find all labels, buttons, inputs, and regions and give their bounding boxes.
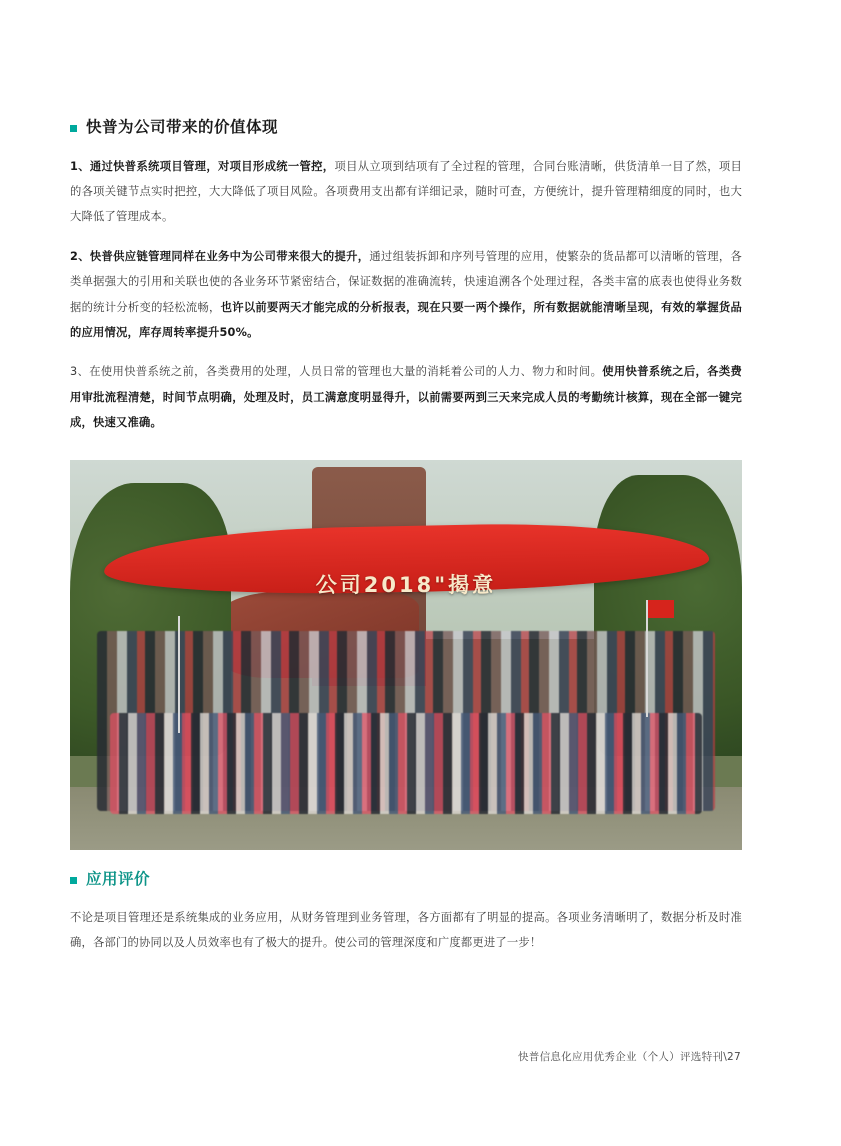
paragraph-2-lead: 2、 <box>70 249 90 263</box>
section-title-review: 应用评价 <box>86 869 151 888</box>
section-heading-review <box>70 869 742 888</box>
paragraph-2-bold-2: 也许以前要两天才能完成的分析报表，现在只要一两个操作，所有数据就能清晰呈现，有效的掌握货品的应用情况，库存周转率提升50%。 <box>70 300 742 339</box>
group-photo <box>70 460 742 850</box>
page-footer: 快普信息化应用优秀企业（个人）评选特刊\27 <box>518 1051 741 1063</box>
paragraph-1-lead: 1、通过快普系统项目管理， <box>70 159 218 173</box>
paragraph-1 <box>70 154 742 230</box>
photo-crowd-front-row <box>110 713 701 814</box>
paragraph-2-bold-1: 快普供应链管理同样在业务中为公司带来很大的提升， <box>89 249 370 263</box>
photo-banner-text: 公司2018"揭意 <box>315 572 497 597</box>
paragraph-1-rest: 项目从立项到结项有了全过程的管理，合同台账清晰，供货清单一目了然，项目的各项关键节点实时把控，大大降低了项目风险。各项费用支出都有详细记录，随时可查，方便统计，提升管理精细度的同时，也大大降低了管理成本。 <box>70 159 742 224</box>
paragraph-1-bold: 对项目形成统一管控， <box>217 159 335 173</box>
section-title-value: 快普为公司带来的价值体现 <box>86 118 279 136</box>
square-bullet-icon <box>70 125 77 132</box>
paragraph-2 <box>70 244 742 346</box>
photo-flagpole-left <box>178 616 180 733</box>
paragraph-2-rest: 通过组装拆卸和序列号管理的应用，使繁杂的货品都可以清晰的管理，各类单据强大的引用和关联也使的各业务环节紧密结合，保证数据的准确流转，快速追溯各个处理过程，各类丰富的底表也使得业务数据的统计分析变的轻松流畅， <box>70 249 742 314</box>
page-content <box>70 120 742 970</box>
paragraph-3 <box>70 359 742 435</box>
paragraph-3-lead: 3、在使用快普系统之前，各类费用的处理，人员日常的管理也大量的消耗着公司的人力、物力和时间。 <box>70 365 603 379</box>
paragraph-3-bold: 使用快普系统之后，各类费用审批流程清楚，时间节点明确，处理及时，员工满意度明显得升，以前需要两到三天来完成人员的考勤统计核算，现在全部一键完成，快速又准确。 <box>70 365 742 430</box>
paragraph-4: 不论是项目管理还是系统集成的业务应用，从财务管理到业务管理，各方面都有了明显的提高。各项业务清晰明了，数据分析及时准确，各部门的协同以及人员效率也有了极大的提升。使公司的管理深度和广度都更进了一步！ <box>70 911 742 950</box>
square-bullet-icon <box>70 877 77 884</box>
section-heading-value <box>70 120 742 136</box>
photo-flag-right <box>646 600 648 717</box>
